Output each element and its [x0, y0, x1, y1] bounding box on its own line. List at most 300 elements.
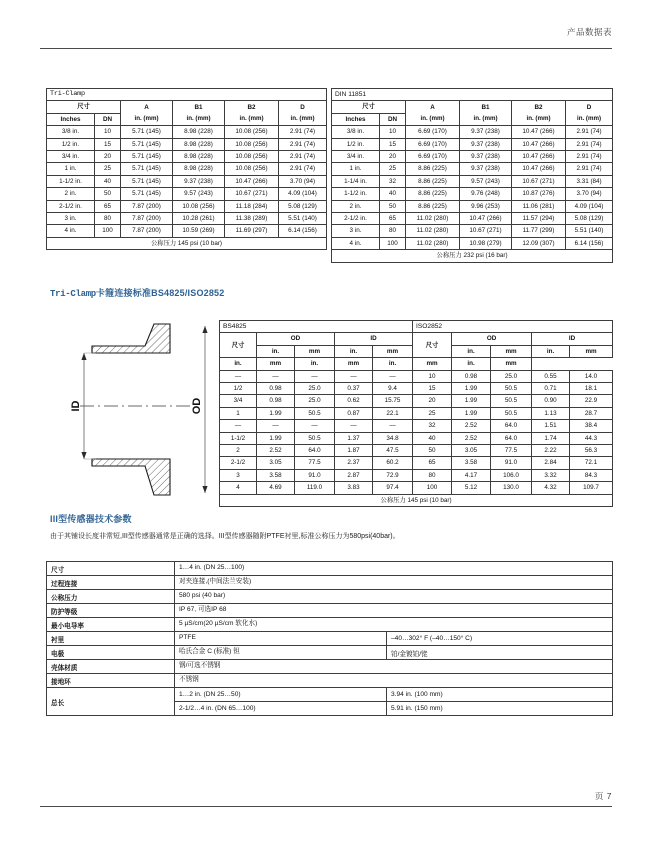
spec-key: 衬里 [47, 632, 175, 646]
table-row [332, 151, 613, 163]
table-cell: 40 [95, 175, 121, 187]
right-od-in: in. [373, 358, 413, 370]
table-cell: 47.5 [373, 445, 413, 457]
table-cell: 1/2 in. [47, 138, 95, 150]
table-cell: 9.37 (238) [460, 163, 512, 175]
table-cell: 3/8 in. [332, 126, 380, 138]
col-header-b1-unit: in. (mm) [473, 115, 498, 123]
table-cell: 3/4 [220, 395, 257, 407]
table-cell: 1.74 [532, 432, 570, 444]
table-cell: 9.76 (248) [460, 188, 512, 200]
table-cell: 2-1/2 [220, 457, 257, 469]
table-cell: 5.71 (145) [121, 138, 173, 150]
col-header-inches: Inches [332, 113, 380, 125]
col-header-b2-unit: in. (mm) [239, 115, 264, 123]
table-cell: 1.87 [335, 445, 373, 457]
table-cell: 0.98 [257, 383, 295, 395]
table-row [220, 469, 613, 481]
col-header-d-label: D [586, 103, 592, 111]
table-cell: — [257, 370, 295, 382]
table-cell: 10.08 (256) [225, 126, 279, 138]
table-cell: 50.5 [295, 432, 335, 444]
spec-row [47, 576, 613, 590]
table-cell: — [373, 370, 413, 382]
table-cell: 77.5 [491, 445, 532, 457]
table-cell: 50.5 [295, 407, 335, 419]
table-cell: 91.0 [491, 457, 532, 469]
table-cell: 5.71 (145) [121, 163, 173, 175]
table-cell: 2.52 [257, 445, 295, 457]
table-cell: 2-1/2 in. [47, 200, 95, 212]
table-cell: 8.98 (228) [173, 151, 225, 163]
table-cell: 4 in. [332, 237, 380, 249]
table-row [47, 151, 327, 163]
right-od-header: OD [452, 333, 532, 345]
din11851-table-body [332, 126, 613, 250]
table-cell: 50.5 [491, 395, 532, 407]
document-type-label: 产品数据表 [566, 27, 612, 37]
table-cell: 2.84 [532, 457, 570, 469]
table-header-row-3 [220, 358, 613, 370]
left-od-header: OD [257, 333, 335, 345]
table-cell: 25.0 [491, 370, 532, 382]
table-cell: 1-1/2 in. [47, 175, 95, 187]
right-od-unit-in: in. [452, 345, 491, 357]
col-header-d-label: D [300, 103, 305, 111]
table-row [332, 188, 613, 200]
ferrule-upper-wall [92, 324, 170, 353]
table-row [332, 200, 613, 212]
table-cell: 2.37 [335, 457, 373, 469]
table-cell: 7.87 (200) [121, 213, 173, 225]
right-od-mm: mm [413, 358, 452, 370]
col-header-dn: DN [95, 113, 121, 125]
table-cell: 0.98 [257, 395, 295, 407]
section-heading-cjk: 卡箍连接标准BS4825/ISO2852 [95, 288, 225, 298]
table-cell: 1 in. [47, 163, 95, 175]
table-cell: 25 [380, 163, 406, 175]
table-cell: 1-1/2 in. [332, 188, 380, 200]
table-cell: 9.37 (238) [460, 138, 512, 150]
table-title-row [220, 321, 613, 333]
table-cell: 9.57 (243) [460, 175, 512, 187]
table-cell: 72.1 [570, 457, 613, 469]
spec-value-primary: 钢/可选不锈钢 [175, 660, 613, 674]
left-id-unit-in: in. [335, 345, 373, 357]
table-cell: 7.87 (200) [121, 225, 173, 237]
col-header-a [121, 101, 173, 126]
table-cell: 15 [413, 383, 452, 395]
spec-value-primary: 5 µS/cm(20 µS/cm 软化水) [175, 618, 613, 632]
section-heading-latin: Tri-Clamp [50, 289, 96, 299]
page-header [40, 26, 612, 58]
table-cell: 65 [95, 200, 121, 212]
spec-value-primary: 不锈钢 [175, 674, 613, 688]
pressure-note-row [47, 237, 327, 249]
table-cell: 64.0 [491, 432, 532, 444]
table-cell: 11.02 (280) [406, 225, 460, 237]
spec-value-primary: 1…4 in. (DN 25…100) [175, 562, 613, 576]
right-id-unit-mm: mm [570, 345, 613, 357]
table-cell: 77.5 [295, 457, 335, 469]
col-header-a [406, 101, 460, 126]
table-cell: 1.51 [532, 420, 570, 432]
table-cell: 8.98 (228) [173, 163, 225, 175]
pressure-note-row [332, 250, 613, 262]
table-cell: 3 in. [47, 213, 95, 225]
spec-value-secondary: 3.94 in. (100 mm) [387, 688, 613, 702]
nominal-pressure-note: 公称压力 145 psi (10 bar) [220, 494, 613, 506]
table-cell: 5.08 (129) [279, 200, 327, 212]
table-cell: 34.8 [373, 432, 413, 444]
col-header-b2 [225, 101, 279, 126]
table-cell: 38.4 [570, 420, 613, 432]
table-cell: 8.86 (225) [406, 188, 460, 200]
spec-key: 防护等级 [47, 604, 175, 618]
table-cell: 10.08 (256) [225, 138, 279, 150]
table-cell: 1.99 [257, 432, 295, 444]
table-cell: 11.69 (297) [225, 225, 279, 237]
table-cell: 11.02 (280) [406, 213, 460, 225]
spec-key: 接地环 [47, 674, 175, 688]
spec-row [47, 674, 613, 688]
table-cell: 65 [380, 213, 406, 225]
col-header-b1-label: B1 [194, 103, 203, 111]
footer-divider [40, 806, 612, 807]
table-cell: 3.58 [257, 469, 295, 481]
table-cell: 9.37 (238) [173, 175, 225, 187]
type3-specification-table-wrap [46, 561, 612, 716]
table-cell: 3.31 (84) [566, 175, 613, 187]
table-row [220, 407, 613, 419]
col-header-d-unit: in. (mm) [577, 115, 602, 123]
type3-specification-table [46, 561, 613, 716]
table-row [332, 126, 613, 138]
ferrule-drawing-svg [62, 322, 227, 497]
table-row [332, 237, 613, 249]
table-cell: 2.91 (74) [279, 138, 327, 150]
table-cell: 2.91 (74) [566, 151, 613, 163]
table-cell: 4.09 (104) [279, 188, 327, 200]
spec-key: 电极 [47, 646, 175, 660]
table-cell: 10.47 (266) [512, 126, 566, 138]
table-cell: — [335, 420, 373, 432]
table-cell: 1.99 [257, 407, 295, 419]
table-cell: 100 [413, 482, 452, 494]
table-cell: 84.3 [570, 469, 613, 481]
table-cell: 40 [380, 188, 406, 200]
left-standard-name: BS4825 [220, 321, 413, 333]
triclamp-table-body [47, 126, 327, 238]
table-cell: 0.37 [335, 383, 373, 395]
table-cell: — [335, 370, 373, 382]
table-cell: 11.02 (280) [406, 237, 460, 249]
table-cell: 25.0 [295, 383, 335, 395]
table-cell: 0.62 [335, 395, 373, 407]
table-cell: 3.70 (94) [279, 175, 327, 187]
left-id-in: in. [295, 358, 335, 370]
table-cell: 9.4 [373, 383, 413, 395]
table-cell: 3/8 in. [47, 126, 95, 138]
table-cell: 2.22 [532, 445, 570, 457]
page-number-label: 页 7 [594, 791, 612, 801]
table-cell: 10.47 (266) [512, 151, 566, 163]
section-heading-bs4825 [50, 286, 224, 299]
spec-value-primary: 1…2 in. (DN 25…50) [175, 688, 387, 702]
table-cell: 3 [220, 469, 257, 481]
col-header-b2-unit: in. (mm) [526, 115, 551, 123]
table-cell: 4 in. [47, 225, 95, 237]
spec-value-primary: 对夹连接,(中间法兰安装) [175, 576, 613, 590]
table-cell: 3.70 (94) [566, 188, 613, 200]
table-row [220, 432, 613, 444]
table-cell: 10.98 (279) [460, 237, 512, 249]
table-cell: 5.08 (129) [566, 213, 613, 225]
col-header-dn: DN [380, 113, 406, 125]
spec-row [47, 562, 613, 576]
section-heading-type3-sensor: III型传感器技术参数 [50, 514, 132, 524]
table-cell: 18.1 [570, 383, 613, 395]
table-cell: 8.86 (225) [406, 175, 460, 187]
col-header-b1-label: B1 [481, 103, 490, 111]
table-cell: 8.86 (225) [406, 200, 460, 212]
table-cell: 2.91 (74) [279, 163, 327, 175]
table-cell: 22.1 [373, 407, 413, 419]
spec-value-primary: IP 67, 可选IP 68 [175, 604, 613, 618]
table-cell: 3/4 in. [332, 151, 380, 163]
table-cell: 6.14 (156) [279, 225, 327, 237]
table-row [332, 225, 613, 237]
table-cell: 11.18 (284) [225, 200, 279, 212]
spec-row [47, 646, 613, 660]
table-cell: 25 [413, 407, 452, 419]
table-cell: 5.71 (145) [121, 175, 173, 187]
od-arrow-top-icon [202, 326, 207, 333]
table-cell: 5.51 (140) [566, 225, 613, 237]
table-cell: 6.69 (170) [406, 126, 460, 138]
bs4825-iso2852-table [219, 320, 613, 507]
col-header-a-label: A [144, 103, 149, 111]
table-header-row-1 [47, 101, 327, 113]
size-group-header: 尺寸 [47, 101, 121, 113]
table-cell: 2 in. [332, 200, 380, 212]
right-id-mm: mm [491, 358, 532, 370]
table-cell: 8.98 (228) [173, 126, 225, 138]
table-cell: 11.38 (289) [225, 213, 279, 225]
table-row [47, 138, 327, 150]
col-header-d-unit: in. (mm) [290, 115, 315, 123]
table-cell: 1.99 [452, 383, 491, 395]
table-cell: 1-1/2 [220, 432, 257, 444]
table-title-row [47, 89, 327, 101]
col-header-d [566, 101, 613, 126]
table-cell: 3.83 [335, 482, 373, 494]
left-id-mm: mm [335, 358, 373, 370]
table-cell: 32 [413, 420, 452, 432]
table-cell: 72.9 [373, 469, 413, 481]
table-cell: 11.06 (281) [512, 200, 566, 212]
table-cell: 40 [413, 432, 452, 444]
col-header-a-unit: in. (mm) [420, 115, 445, 123]
table-cell: 4.32 [532, 482, 570, 494]
col-header-b2-label: B2 [247, 103, 256, 111]
col-header-b1-unit: in. (mm) [186, 115, 211, 123]
table-cell: 64.0 [491, 420, 532, 432]
table-cell: — [220, 420, 257, 432]
table-cell: 0.55 [532, 370, 570, 382]
table-cell: 10.28 (261) [173, 213, 225, 225]
right-od-unit-mm: mm [491, 345, 532, 357]
table-header-row-1 [220, 333, 613, 345]
table-cell: 80 [413, 469, 452, 481]
table-cell: 25.0 [295, 395, 335, 407]
ferrule-cross-section-drawing [62, 322, 227, 497]
table-cell: 80 [95, 213, 121, 225]
spec-row [47, 618, 613, 632]
table-row [332, 163, 613, 175]
table-cell: 15 [95, 138, 121, 150]
table-cell: 9.96 (253) [460, 200, 512, 212]
spec-key: 壳体材质 [47, 660, 175, 674]
table-row [47, 175, 327, 187]
table-cell: 28.7 [570, 407, 613, 419]
table-cell: 50.5 [491, 383, 532, 395]
table-cell: 32 [380, 175, 406, 187]
table-cell: 10.67 (271) [225, 188, 279, 200]
din11851-table [331, 88, 613, 263]
table-cell: 3.05 [452, 445, 491, 457]
table-row [220, 383, 613, 395]
table-cell: 2 [220, 445, 257, 457]
spec-value-primary: 哈氏合金 C (标准) 钽 [175, 646, 387, 660]
table-cell: 80 [380, 225, 406, 237]
table-cell: 60.2 [373, 457, 413, 469]
table-cell: 4.09 (104) [566, 200, 613, 212]
left-od-unit-mm: mm [295, 345, 335, 357]
table-cell: 44.3 [570, 432, 613, 444]
table-cell: 7.87 (200) [121, 200, 173, 212]
table-cell: 1 [220, 407, 257, 419]
col-header-b1 [460, 101, 512, 126]
table-cell: — [295, 370, 335, 382]
table-row [47, 225, 327, 237]
pressure-note-row [220, 494, 613, 506]
type3-sensor-paragraph: 由于其铺设长度非常短,III型传感器通常是正确的选择。III型传感器随附PTFE衬里,标准公称压力为580psi(40bar)。 [50, 533, 400, 540]
table-cell: 10.08 (256) [225, 151, 279, 163]
spec-row [47, 604, 613, 618]
table-cell: 0.90 [532, 395, 570, 407]
table-row [332, 175, 613, 187]
table-cell: 1.99 [452, 395, 491, 407]
table-cell: 5.71 (145) [121, 188, 173, 200]
table-cell: 97.4 [373, 482, 413, 494]
bs4825-iso2852-table-body [220, 370, 613, 494]
left-size-header: 尺寸 [220, 333, 257, 358]
right-id-header: ID [532, 333, 613, 345]
table-cell: 6.14 (156) [566, 237, 613, 249]
table-cell: 0.98 [452, 370, 491, 382]
id-label: ID [70, 400, 82, 412]
col-header-b1 [173, 101, 225, 126]
col-header-a-label: A [430, 103, 435, 111]
specification-table-body [47, 562, 613, 716]
table-cell: 15.75 [373, 395, 413, 407]
table-cell: 6.69 (170) [406, 138, 460, 150]
table-cell: 56.3 [570, 445, 613, 457]
table-row [47, 200, 327, 212]
id-arrow-bottom-icon [81, 452, 86, 459]
table-cell: 5.71 (145) [121, 151, 173, 163]
table-cell: 12.09 (307) [512, 237, 566, 249]
table-cell: 10.87 (276) [512, 188, 566, 200]
table-row [47, 188, 327, 200]
right-id-unit-in: in. [532, 345, 570, 357]
table-row [220, 395, 613, 407]
table-cell: 10.59 (269) [173, 225, 225, 237]
table-cell: 0.87 [335, 407, 373, 419]
left-od-mm: mm [257, 358, 295, 370]
table-row [332, 138, 613, 150]
table-cell: 2 in. [47, 188, 95, 200]
table-cell: 106.0 [491, 469, 532, 481]
table-cell: 2.91 (74) [566, 138, 613, 150]
page-footer [40, 790, 612, 820]
table-cell: 0.71 [532, 383, 570, 395]
table-cell: 119.0 [295, 482, 335, 494]
triclamp-table [46, 88, 327, 250]
table-cell: 11.57 (294) [512, 213, 566, 225]
table-cell: 4 [220, 482, 257, 494]
table-cell: 10.08 (256) [173, 200, 225, 212]
table-cell: 91.0 [295, 469, 335, 481]
din11851-dimension-table [331, 88, 612, 263]
left-id-header: ID [335, 333, 413, 345]
table-cell: 2.52 [452, 432, 491, 444]
bs4825-iso2852-table-wrap [219, 320, 612, 507]
table-cell: 11.77 (299) [512, 225, 566, 237]
table-cell: 10.47 (266) [460, 213, 512, 225]
spec-key: 最小电导率 [47, 618, 175, 632]
triclamp-dimension-table [46, 88, 326, 250]
table-cell: 1.13 [532, 407, 570, 419]
table-cell: 2.52 [452, 420, 491, 432]
right-size-header: 尺寸 [413, 333, 452, 358]
table-cell: 1.37 [335, 432, 373, 444]
col-header-a-unit: in. (mm) [134, 115, 159, 123]
col-header-inches: Inches [47, 113, 95, 125]
table-cell: 10.47 (266) [512, 138, 566, 150]
table-cell: 50 [95, 188, 121, 200]
table-cell: 3.32 [532, 469, 570, 481]
col-header-b2 [512, 101, 566, 126]
table-cell: 2-1/2 in. [332, 213, 380, 225]
nominal-pressure-note: 公称压力 145 psi (10 bar) [47, 237, 327, 249]
table-cell: 2.91 (74) [279, 126, 327, 138]
table-cell: 2.91 (74) [566, 126, 613, 138]
table-cell: 3.05 [257, 457, 295, 469]
id-arrow-top-icon [81, 353, 86, 360]
table-row [220, 445, 613, 457]
table-cell: 15 [380, 138, 406, 150]
spec-value-primary: 580 psi (40 bar) [175, 590, 613, 604]
left-od-in: in. [220, 358, 257, 370]
table-cell: 14.0 [570, 370, 613, 382]
table-cell: 50 [413, 445, 452, 457]
standard-name: Tri-Clamp [47, 89, 327, 101]
table-cell: 1/2 [220, 383, 257, 395]
header-divider [40, 48, 612, 49]
table-cell: 5.71 (145) [121, 126, 173, 138]
